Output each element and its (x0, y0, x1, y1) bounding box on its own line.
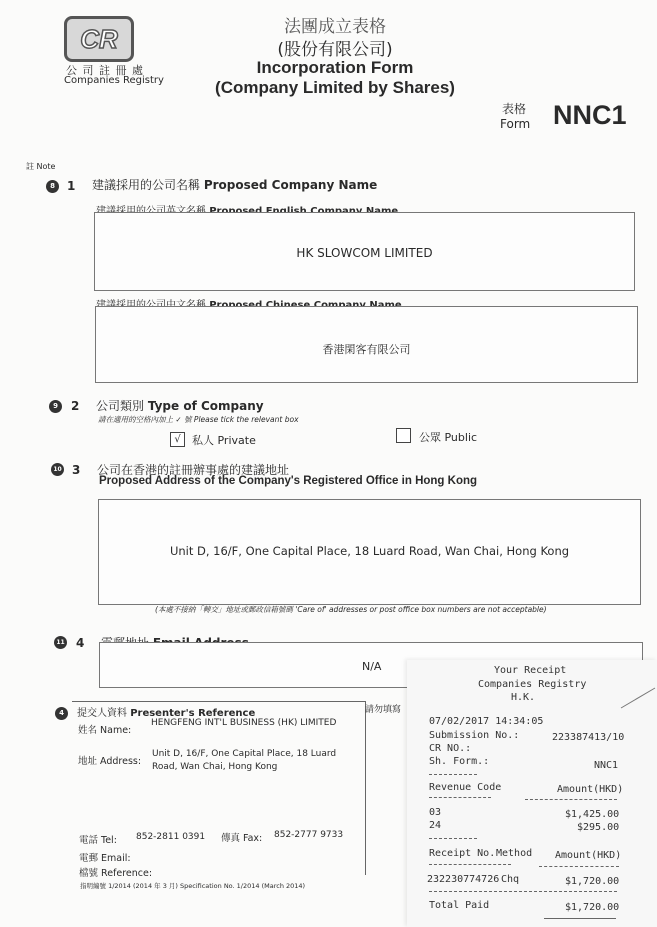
title-en-1: Incorporation Form (256, 58, 414, 77)
sh-form-label: Sh. Form.: (429, 756, 490, 767)
specification-note: 指明編號 1/2014 (2014 年 3 月) Specification No. 1/2014 (March 2014) (80, 882, 306, 890)
registry-name-en: Companies Registry (64, 75, 164, 86)
private-checkbox[interactable]: √ (170, 432, 185, 447)
title-zh-1: 法團成立表格 (284, 17, 386, 37)
note-no-8: 8 (46, 180, 59, 193)
note-no-10: 10 (51, 463, 64, 476)
section-3-no: 3 (72, 463, 81, 477)
section-2-label-en: Type of Company (147, 399, 264, 413)
revenue-amount-2: $295.00 (577, 822, 620, 833)
submission-label: Submission No.: (429, 730, 520, 741)
receipt-no-header: Receipt No. (429, 848, 496, 859)
receipt-divider (429, 838, 477, 839)
office-address-box[interactable] (98, 499, 641, 605)
presenter-title-zh: 提交人資料 (77, 708, 127, 719)
method-header: Method (496, 848, 533, 859)
receipt-title-2: Companies Registry (478, 679, 587, 690)
receipt-divider (525, 799, 617, 800)
section-1-label-zh: 建議採用的公司名稱 (92, 178, 201, 192)
office-address-value: Unit D, 16/F, One Capital Place, 18 Luard Road, Wan Chai, Hong Kong (169, 544, 570, 558)
note-no-9: 9 (49, 400, 62, 413)
english-name-box[interactable] (94, 212, 635, 291)
receipt-divider (429, 864, 511, 865)
total-paid-amount: $1,720.00 (565, 902, 620, 913)
form-label-zh: 表格 (502, 102, 527, 116)
receipt-divider (429, 774, 477, 775)
receipt-divider (539, 866, 619, 867)
tick-hint: 請在適用的空格內加上 ✓ 號 Please tick the relevant box (98, 415, 299, 424)
section-4-no: 4 (76, 636, 85, 650)
presenter-tel-label: 電話 Tel: (79, 835, 117, 846)
presenter-address-2: Road, Wan Chai, Hong Kong (152, 762, 278, 772)
presenter-name: HENGFENG INT'L BUSINESS (HK) LIMITED (151, 718, 337, 728)
receipt-title-3: H.K. (511, 692, 536, 703)
receipt-datetime: 07/02/2017 14:34:05 (429, 716, 544, 727)
revenue-code-2: 24 (429, 820, 442, 831)
registry-name-zh: 公 司 註 冊 處 (66, 64, 144, 77)
section-2-label-zh: 公司類別 (96, 399, 145, 413)
amount-header-2: Amount(HKD) (555, 850, 622, 861)
address-footnote: (本處不接納「轉交」地址或郵政信箱號碼 'Care of' addresses or post office box numbers are not acceptable) (155, 605, 547, 614)
presenter-email-label: 電郵 Email: (79, 853, 131, 864)
total-paid-label: Total Paid (429, 900, 490, 911)
receipt-divider (544, 918, 616, 919)
section-2-no: 2 (71, 399, 80, 413)
presenter-tel: 852-2811 0391 (136, 832, 206, 842)
presenter-name-label: 姓名 Name: (78, 725, 132, 736)
chinese-name-value: 香港閑客有限公司 (322, 343, 411, 356)
private-label: 私人 Private (192, 434, 256, 447)
payment-method: Chq (501, 874, 520, 885)
section-2-label (96, 397, 264, 414)
revenue-code-header: Revenue Code (429, 782, 502, 793)
section-3-label-en: Proposed Address of the Company's Registered Office in Hong Kong (99, 475, 478, 487)
note-no-11: 11 (54, 636, 67, 649)
presenter-reference-label: 檔號 Reference: (79, 868, 153, 879)
form-code: NNC1 (553, 100, 627, 130)
public-checkbox[interactable] (396, 428, 411, 443)
section-1-label (92, 176, 377, 193)
presenter-title-en: Presenter's Reference (130, 708, 256, 719)
section-1-label-en: Proposed Company Name (203, 178, 378, 192)
receipt-title-1: Your Receipt (494, 665, 567, 676)
office-use-label: 請勿填寫 (365, 705, 402, 715)
cr-logo: CR (64, 16, 134, 62)
receipt-amount: $1,720.00 (565, 876, 620, 887)
english-name-value: HK SLOWCOM LIMITED (296, 246, 433, 260)
chinese-name-box[interactable] (95, 306, 638, 383)
note-label: 註 Note (26, 162, 56, 171)
section-1-no: 1 (67, 179, 76, 193)
receipt-divider (429, 797, 491, 798)
revenue-code-1: 03 (429, 807, 442, 818)
presenter-address-1: Unit D, 16/F, One Capital Place, 18 Luard (152, 749, 337, 759)
presenter-title (77, 704, 255, 719)
revenue-amount-1: $1,425.00 (565, 809, 620, 820)
presenter-address-label: 地址 Address: (78, 756, 142, 767)
receipt-number: 232230774726 (427, 874, 500, 885)
section-3-label-zh: 公司在香港的註冊辦事處的建議地址 (97, 463, 290, 477)
amount-header: Amount(HKD) (557, 784, 624, 795)
title-en-2: (Company Limited by Shares) (215, 78, 455, 97)
receipt-divider (429, 891, 617, 892)
submission-no: 223387413/10 (552, 732, 625, 743)
form-label-en: Form (500, 117, 531, 131)
cr-no-label: CR NO.: (429, 743, 472, 754)
payment-receipt (407, 660, 657, 927)
tear-line (619, 686, 657, 710)
title-zh-2: (股份有限公司) (277, 40, 393, 60)
public-label: 公眾 Public (419, 431, 478, 444)
note-no-4: 4 (55, 707, 68, 720)
sh-form-value: NNC1 (594, 760, 619, 771)
presenter-fax: 852-2777 9733 (274, 830, 344, 840)
email-value: N/A (362, 660, 382, 673)
presenter-fax-label: 傳真 Fax: (221, 833, 263, 844)
